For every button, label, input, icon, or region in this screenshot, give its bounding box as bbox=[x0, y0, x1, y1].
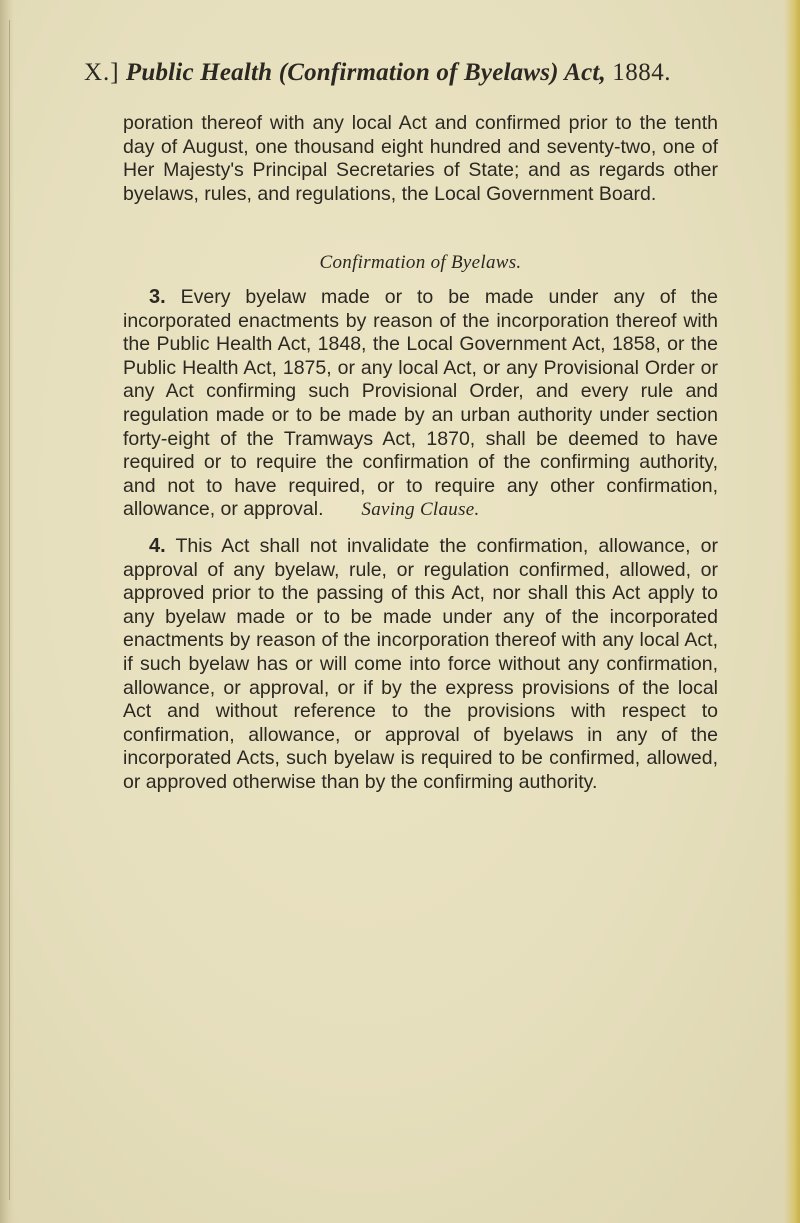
section-text: This Act shall not invalidate the confirmation, allowance, or approval of any byelaw, rule, or regulation confirmed, allowed, or approved prior to the passing of this Act, nor shall this Act apply to any byelaw made or to be made under any of the incorporated enactments by reason of the incorporation thereof with any local Act, if such byelaw has or will come into force without any confirmation, allowance, or approval, or if by the express provisions of the local Act and without reference to the provisions with respect to confirmation, allowance, or approval of byelaws in any of the incorporated Acts, such byelaw is required to be confirmed, allowed, or approved otherwise than by the confirming authority. bbox=[123, 535, 718, 793]
section-4-paragraph bbox=[123, 535, 718, 795]
page-left-rule bbox=[9, 20, 10, 1200]
section-number: 4. bbox=[149, 535, 166, 557]
section-3-paragraph bbox=[123, 286, 718, 522]
act-title: Public Health (Confirmation of Byelaws) Act, bbox=[125, 59, 606, 86]
page-right-edge bbox=[784, 0, 800, 1223]
act-year: 1884. bbox=[612, 59, 671, 86]
section-number: 3. bbox=[149, 286, 166, 308]
section-heading-confirmation: Confirmation of Byelaws. bbox=[319, 252, 522, 273]
section-text: Every byelaw made or to be made under any of the incorporated enactments by reason of the incorporation thereof with the Public Health Act, 1848, the Local Government Act, 1858, or the Public Health Act, 1875, or any local Act, or any Provisional Order or any Act confirming such Provisional Order, and every rule and regulation made or to be made by an urban authority under section forty-eight of the Tramways Act, 1870, shall be deemed to have required or to require the confirmation of the confirming authority, and not to have required, or to require any other confirmation, allowance, or approval. bbox=[123, 286, 718, 521]
continued-paragraph: poration thereof with any local Act and confirmed prior to the tenth day of August, one thousand eight hundred and seventy-two, one of Her Majesty's Principal Secretaries of State; and as regards other byelaws, rules, and regulations, the Local Government Board. bbox=[123, 112, 718, 205]
section-heading-saving-clause: Saving Clause. bbox=[361, 499, 480, 520]
running-header bbox=[84, 52, 724, 94]
chapter-number: X.] bbox=[84, 59, 120, 86]
page-left-edge bbox=[0, 0, 14, 1223]
